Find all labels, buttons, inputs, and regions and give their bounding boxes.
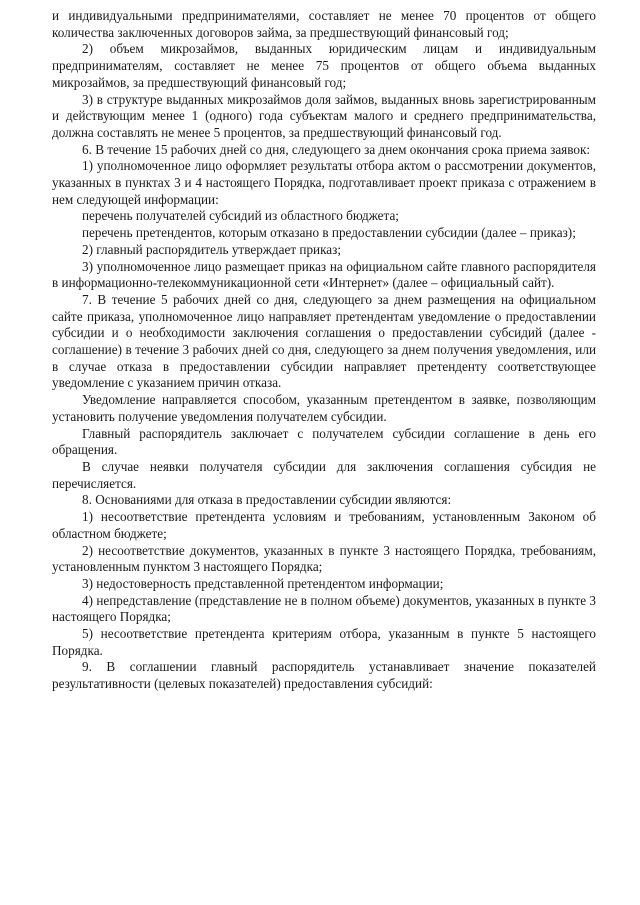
paragraph: 2) несоответствие документов, указанных в пункте 3 настоящего Порядка, требованиям, установленным пунктом 3 настоящего Порядка; [52,542,596,575]
paragraph: 1) несоответствие претендента условиям и требованиям, установленным Законом об областном бюджете; [52,509,596,541]
paragraph: 3) недостоверность представленной претендентом информации; [82,575,444,591]
paragraph: 2) главный распорядитель утверждает приказ; [82,241,342,257]
paragraph: 3) уполномоченное лицо размещает приказ на официальном сайте главного распорядителя в информационно-телекоммуникационной сети «Интернет» (далее – официальный сайт). [52,258,596,291]
paragraph: 7. В течение 5 рабочих дней со дня, следующего за днем размещения на официальном сайте приказа, уполномоченное лицо направляет претендентам уведомление о предоставлении субсидии и о необходимости заключения соглашения о предоставлении субсидий (далее - соглашение) в течение 3 рабочих дней со дня, следующего за днем получения уведомления, или в случае отказа в предоставлении субсидии направляет претенденту соответствующее уведомление с указанием причин отказа. [52,291,596,391]
paragraph: 4) непредставление (представление не в полном объеме) документов, указанных в пункте 3 настоящего Порядка; [52,592,596,625]
paragraph: 9. В соглашении главный распорядитель устанавливает значение показателей результативности (целевых показателей) предоставления субсидий: [52,659,596,692]
paragraph: 6. В течение 15 рабочих дней со дня, следующего за днем окончания срока приема заявок: [82,141,591,157]
paragraph: перечень получателей субсидий из областного бюджета; [82,208,399,224]
paragraph: Уведомление направляется способом, указанным претендентом в заявке, позволяющим установить получение уведомления получателем субсидии. [52,392,596,424]
paragraph: 1) уполномоченное лицо оформляет результаты отбора актом о рассмотрении документов, указанных в пунктах 3 и 4 настоящего Порядка, подготавливает проект приказа с отражением в нем следующей информации: [52,158,596,207]
paragraph: 3) в структуре выданных микрозаймов доля займов, выданных вновь зарегистрированным и действующим менее 1 (одного) года субъектам малого и среднего предпринимательства, должна составлять не менее 5 процентов, за предшествующий финансовый год. [52,91,596,140]
paragraph-continuation: и индивидуальными предпринимателями, составляет не менее 70 процентов от общего количества заключенных договоров займа, за предшествующий финансовый год; [52,8,596,40]
paragraph: перечень претендентов, которым отказано в предоставлении субсидии (далее – приказ); [82,225,576,241]
paragraph: В случае неявки получателя субсидии для заключения соглашения субсидия не перечисляется. [52,458,596,491]
document-page [52,8,596,693]
paragraph: 5) несоответствие претендента критериям отбора, указанным в пункте 5 настоящего Порядка. [52,626,596,658]
paragraph: 8. Основаниями для отказа в предоставлении субсидии являются: [82,492,452,508]
paragraph: 2) объем микрозаймов, выданных юридическим лицам и индивидуальным предпринимателям, составляет не менее 75 процентов от общего объема выданных микрозаймов, за предшествующий финансовый год; [52,41,596,90]
paragraph: Главный распорядитель заключает с получателем субсидии соглашение в день его обращения. [52,425,596,458]
